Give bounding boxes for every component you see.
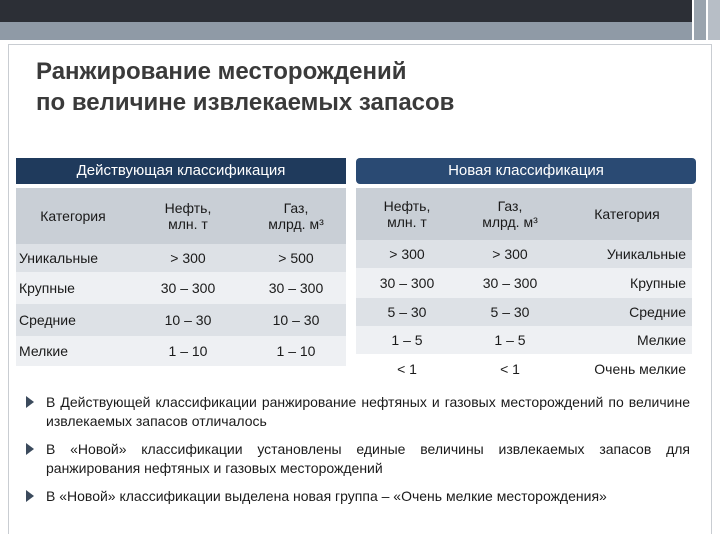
slide-title-line-2: по величине извлекаемых запасов bbox=[36, 89, 455, 116]
bullet-item bbox=[24, 487, 690, 506]
old-table-column-header: Нефть, млн. т bbox=[130, 188, 246, 244]
new-table-cell: 30 – 300 bbox=[458, 268, 562, 298]
bullet-text: В Действующей классификации ранжирование нефтяных и газовых месторождений по величине извлекаемых запасов отличалось bbox=[46, 394, 690, 429]
old-table-cell: 30 – 300 bbox=[246, 272, 346, 304]
new-table-cell: 1 – 5 bbox=[458, 326, 562, 354]
old-table-cell: 1 – 10 bbox=[130, 336, 246, 366]
bullet-item bbox=[24, 393, 690, 431]
new-table-cell: < 1 bbox=[356, 354, 458, 384]
bullet-text: В «Новой» классификации выделена новая группа – «Очень мелкие месторождения» bbox=[46, 488, 607, 504]
old-table-cell: Уникальные bbox=[16, 244, 130, 272]
slide-frame-right bbox=[711, 44, 712, 534]
old-table-column-header: Газ, млрд. м³ bbox=[246, 188, 346, 244]
new-table-cell: 5 – 30 bbox=[458, 298, 562, 326]
new-table-column-header: Нефть, млн. т bbox=[356, 188, 458, 240]
new-table-cell: Средние bbox=[562, 298, 692, 326]
old-table-column-header: Категория bbox=[16, 188, 130, 244]
old-table-cell: > 500 bbox=[246, 244, 346, 272]
old-classification-header: Действующая классификация bbox=[16, 158, 346, 184]
top-bar-accent-1 bbox=[694, 0, 706, 40]
slide-title-line-1: Ранжирование месторождений bbox=[36, 58, 407, 85]
old-table-cell: Средние bbox=[16, 304, 130, 336]
new-table-column-header: Категория bbox=[562, 188, 692, 240]
bullet-text: В «Новой» классификации установлены единые величины извлекаемых запасов для ранжирования нефтяных и газовых месторождений bbox=[46, 441, 690, 476]
slide-frame-left bbox=[8, 44, 9, 534]
bullet-list bbox=[24, 393, 690, 515]
old-table-cell: 30 – 300 bbox=[130, 272, 246, 304]
new-table-cell: < 1 bbox=[458, 354, 562, 384]
top-bar-dark-strip bbox=[0, 0, 692, 22]
new-table-cell: Мелкие bbox=[562, 326, 692, 354]
new-table-cell: 1 – 5 bbox=[356, 326, 458, 354]
new-table-cell: Крупные bbox=[562, 268, 692, 298]
new-table-cell: Очень мелкие bbox=[562, 354, 692, 384]
new-table-cell: 30 – 300 bbox=[356, 268, 458, 298]
triangle-bullet-icon bbox=[26, 490, 34, 502]
triangle-bullet-icon bbox=[26, 443, 34, 455]
triangle-bullet-icon bbox=[26, 396, 34, 408]
top-bar-accent-2 bbox=[708, 0, 720, 40]
old-table-cell: > 300 bbox=[130, 244, 246, 272]
new-classification-header: Новая классификация bbox=[356, 158, 696, 184]
old-table-cell: 10 – 30 bbox=[246, 304, 346, 336]
old-table-cell: Крупные bbox=[16, 272, 130, 304]
bullet-item bbox=[24, 440, 690, 478]
new-table-cell: > 300 bbox=[458, 240, 562, 268]
old-table-cell: Мелкие bbox=[16, 336, 130, 366]
new-table-cell: Уникальные bbox=[562, 240, 692, 268]
new-table-column-header: Газ, млрд. м³ bbox=[458, 188, 562, 240]
old-table-cell: 10 – 30 bbox=[130, 304, 246, 336]
slide-frame-top bbox=[8, 44, 712, 45]
top-bar-slate-strip bbox=[0, 22, 692, 40]
new-table-cell: > 300 bbox=[356, 240, 458, 268]
new-table-cell: 5 – 30 bbox=[356, 298, 458, 326]
slide-top-bar bbox=[0, 0, 720, 40]
old-table-cell: 1 – 10 bbox=[246, 336, 346, 366]
slide-title bbox=[36, 56, 676, 118]
